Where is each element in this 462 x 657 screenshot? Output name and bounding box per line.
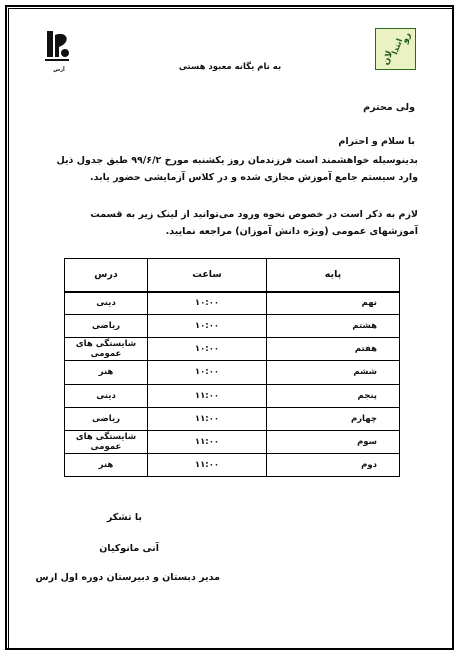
cell-subject: هنر bbox=[65, 361, 148, 384]
closing-thanks: با تشکر bbox=[106, 512, 142, 523]
publisher-logo bbox=[375, 28, 416, 70]
cell-grade: نهم bbox=[267, 292, 400, 315]
header-subject: درس bbox=[65, 259, 148, 292]
logo-text-part: ابتدا bbox=[390, 37, 405, 56]
cell-subject: هنر bbox=[65, 453, 148, 476]
school-logo-mark bbox=[41, 29, 73, 65]
table-row bbox=[65, 384, 400, 407]
cell-grade: پنجم bbox=[267, 384, 400, 407]
logo-text-part: لان bbox=[381, 49, 396, 67]
cell-grade: ششم bbox=[267, 361, 400, 384]
school-brand-text: آرس bbox=[53, 67, 65, 73]
cell-grade: هشتم bbox=[267, 315, 400, 338]
table-row bbox=[65, 315, 400, 338]
cell-time: ۱۱:۰۰ bbox=[148, 430, 267, 453]
salutation: ولی محترم bbox=[363, 102, 415, 113]
cell-subject: دینی bbox=[65, 292, 148, 315]
signer-name: آنی مانوکیان bbox=[99, 543, 159, 554]
schedule-table bbox=[64, 258, 400, 477]
cell-grade: دوم bbox=[267, 453, 400, 476]
table-header-row bbox=[65, 259, 400, 292]
signer-position: مدیر دبستان و دبیرستان دوره اول ارس bbox=[35, 572, 220, 583]
cell-time: ۱۱:۰۰ bbox=[148, 384, 267, 407]
invocation-title: به نام یگانه معبود هستی bbox=[178, 62, 282, 72]
cell-grade: سوم bbox=[267, 430, 400, 453]
cell-time: ۱۰:۰۰ bbox=[148, 361, 267, 384]
letter-paragraph-2: لازم به ذکر است در خصوص نحوه ورود می‌توانید از لینک زیر به قسمت آموزشهای عمومی (ویژه دانش آموزان) مراجعه نمایید. bbox=[90, 209, 418, 237]
table-row bbox=[65, 361, 400, 384]
header-time: ساعت bbox=[148, 259, 267, 292]
cell-time: ۱۰:۰۰ bbox=[148, 338, 267, 361]
table-row bbox=[65, 453, 400, 476]
greeting: با سلام و احترام bbox=[338, 136, 415, 147]
cell-subject: شایستگی های عمومی bbox=[65, 338, 148, 361]
school-logo bbox=[41, 29, 73, 73]
cell-time: ۱۱:۰۰ bbox=[148, 407, 267, 430]
cell-time: ۱۱:۰۰ bbox=[148, 453, 267, 476]
header-grade: پایه bbox=[267, 259, 400, 292]
table-row bbox=[65, 338, 400, 361]
cell-subject: ریاضی bbox=[65, 407, 148, 430]
letter-paragraph-1: بدینوسیله خواهشمند است فرزندمان روز یکشنبه مورخ ۹۹/۶/۲ طبق جدول ذیل وارد سیستم جامع آموزش مجازی شده و در کلاس آزمایشی حضور یابد. bbox=[56, 155, 418, 183]
cell-time: ۱۰:۰۰ bbox=[148, 292, 267, 315]
cell-subject: دینی bbox=[65, 384, 148, 407]
cell-subject: شایستگی های عمومی bbox=[65, 430, 148, 453]
cell-subject: ریاضی bbox=[65, 315, 148, 338]
table-row bbox=[65, 407, 400, 430]
table-row bbox=[65, 430, 400, 453]
table-row bbox=[65, 292, 400, 315]
cell-grade: هفتم bbox=[267, 338, 400, 361]
cell-grade: چهارم bbox=[267, 407, 400, 430]
cell-time: ۱۰:۰۰ bbox=[148, 315, 267, 338]
logo-text-part: رو bbox=[399, 31, 413, 45]
